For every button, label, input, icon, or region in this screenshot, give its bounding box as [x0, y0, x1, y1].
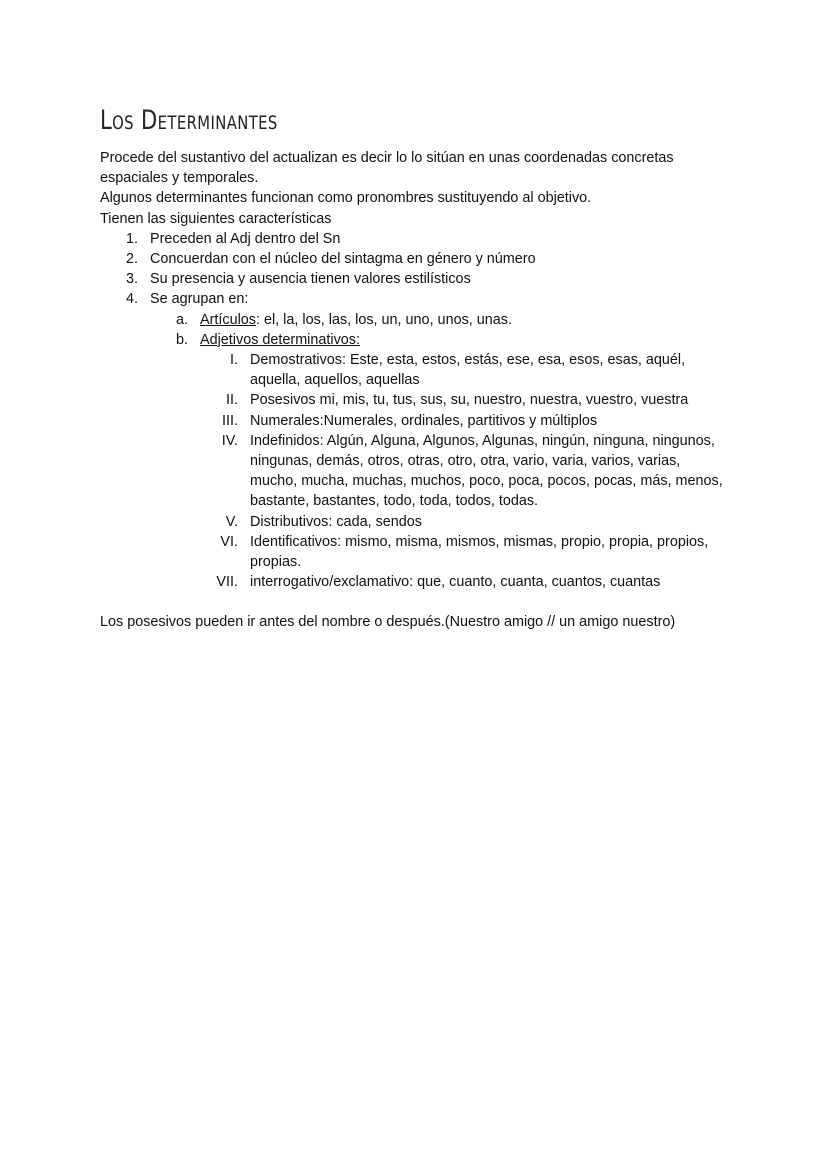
list-item: [200, 390, 730, 410]
list-marker: V.: [225, 513, 238, 530]
characteristics-list: [100, 229, 730, 593]
list-item-articulos: [150, 310, 730, 330]
list-marker: 1.: [125, 230, 138, 247]
list-item-text: Preceden al Adj dentro del Sn: [150, 230, 341, 247]
intro-paragraph: Procede del sustantivo del actualizan es decir lo lo sitúan en unas coordenadas concretas espaciales y temporales.: [100, 150, 674, 187]
document-body: [100, 148, 730, 633]
list-marker: 4.: [125, 291, 138, 308]
list-marker: III.: [222, 412, 238, 429]
list-item-text: Demostrativos: Este, esta, estos, estás, ese, esa, esos, esas, aquél, aquella, aquellos, aquellas: [250, 352, 686, 389]
articulos-label: Artículos: [200, 311, 256, 328]
list-marker: IV.: [221, 432, 238, 449]
adjetivos-label: Adjetivos determinativos:: [200, 331, 360, 348]
adjetivos-types-list: [200, 350, 730, 592]
list-item-text: Su presencia y ausencia tienen valores estilísticos: [150, 271, 471, 288]
list-item: [200, 411, 730, 431]
page-title: Los Determinantes: [100, 105, 278, 136]
groups-list: [150, 310, 730, 593]
list-item: [200, 532, 730, 572]
articulos-text: : el, la, los, las, los, un, uno, unos, unas.: [255, 311, 512, 328]
list-marker: 2.: [125, 251, 138, 268]
list-marker: II.: [226, 392, 238, 409]
list-item: [100, 229, 730, 249]
list-item-text: Numerales:Numerales, ordinales, partitivos y múltiplos: [250, 412, 598, 429]
list-item: [200, 350, 730, 390]
list-item-text: Distributivos: cada, sendos: [250, 513, 422, 530]
list-item-text: Concuerdan con el núcleo del sintagma en género y número: [150, 251, 536, 268]
list-item-text: Indefinidos: Algún, Alguna, Algunos, Algunas, ningún, ninguna, ningunos, ningunas, demás, otros, otras, otro, otra, vario, varia, varios, varias, mucho, mucha, muchas, muchos, poco, poca, pocos, pocas, más, menos, bastante, bastantes, todo, toda, todos, todas.: [250, 432, 723, 510]
list-item-text: Identificativos: mismo, misma, mismos, mismas, propio, propia, propios, propias.: [250, 533, 709, 571]
intro-paragraph: Tienen las siguientes características: [100, 210, 332, 227]
list-marker: I.: [230, 352, 238, 369]
list-marker: VII.: [216, 574, 238, 591]
list-item: [100, 269, 730, 289]
list-item: [200, 572, 730, 592]
list-item: [100, 289, 730, 592]
list-item-adjetivos: [150, 330, 730, 593]
list-item: [200, 512, 730, 532]
list-item-text: interrogativo/exclamativo: que, cuanto, cuanta, cuantos, cuantas: [250, 574, 661, 591]
list-item-text: Se agrupan en:: [150, 291, 249, 308]
list-item-text: Posesivos mi, mis, tu, tus, sus, su, nuestro, nuestra, vuestro, vuestra: [250, 392, 689, 409]
intro-paragraph: Algunos determinantes funcionan como pronombres sustituyendo al objetivo.: [100, 190, 592, 207]
list-marker: b.: [175, 331, 188, 348]
list-item: [100, 249, 730, 269]
list-marker: VI.: [220, 533, 238, 550]
list-marker: a.: [175, 311, 188, 328]
list-marker: 3.: [125, 271, 138, 288]
list-item: [200, 431, 730, 512]
footer-note: Los posesivos pueden ir antes del nombre o después.(Nuestro amigo // un amigo nuestro): [100, 614, 676, 631]
